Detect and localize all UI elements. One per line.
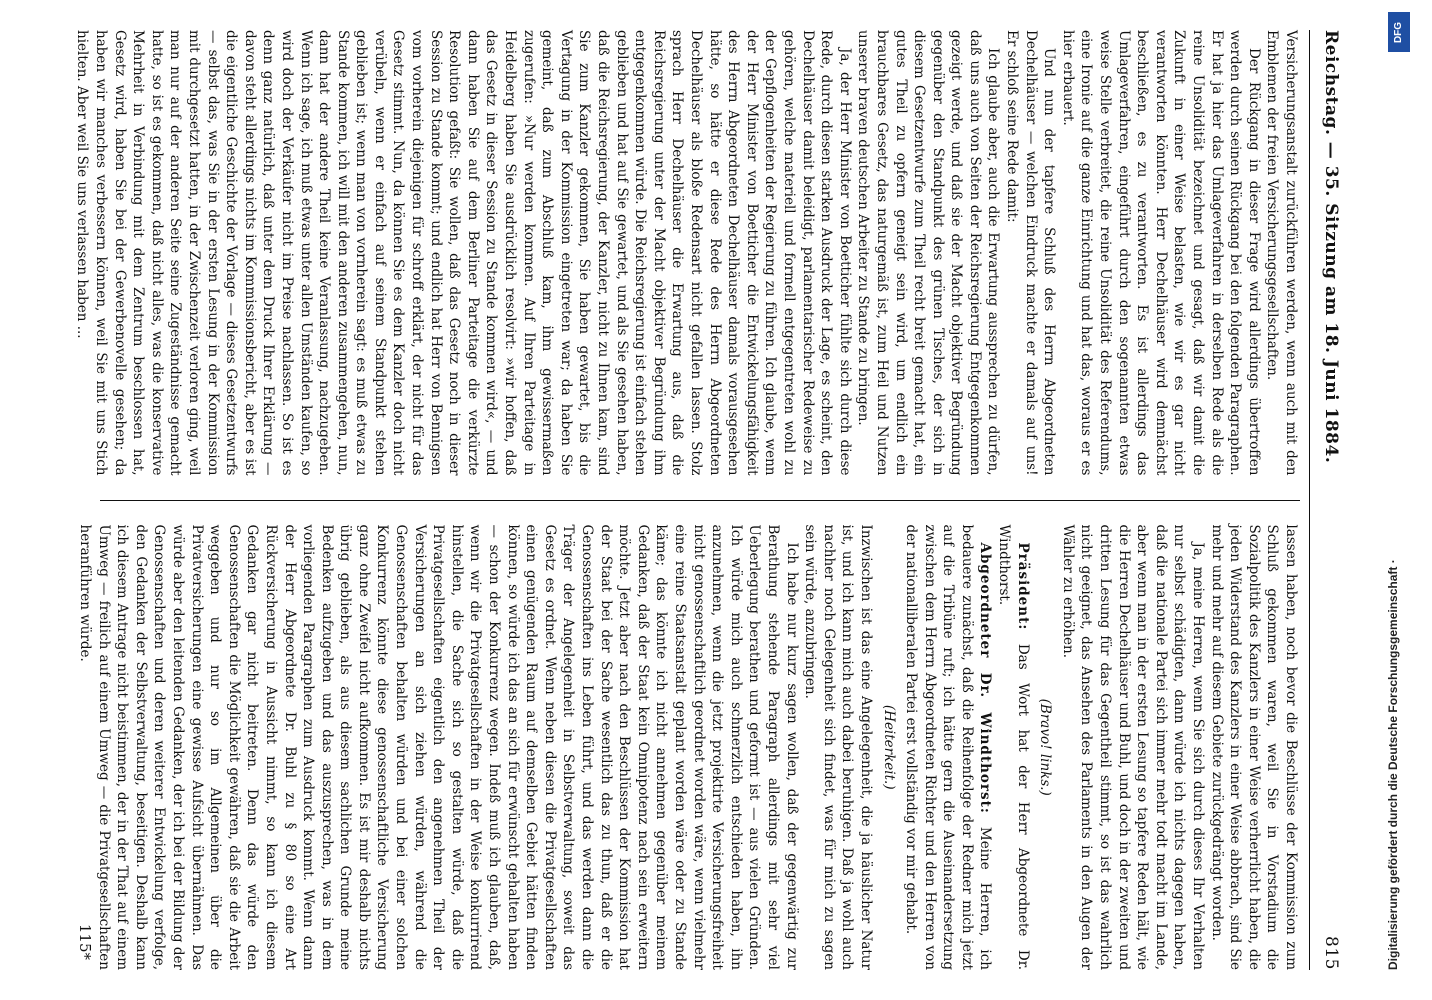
- speech-paragraph: [995, 525, 1032, 971]
- dfg-logo-text: DFG: [1393, 21, 1405, 43]
- column-divider: [100, 500, 1300, 501]
- speaker-name: Abgeordneter Dr. Windthorst:: [977, 542, 994, 814]
- speech-text: Das Wort hat der Herr Abgeordnete Dr. Windthorst.: [996, 524, 1031, 970]
- body-paragraph: lassen haben, noch bevor die Beschlüsse der Kommission zum Schluß gekommen waren, weil Sie in Vorstadium die Sozialpolitik des Kanzlers in einer Weise verherrlicht haben, die jeden Widerstand des Kanzlers in einer Weise abbrach, sind Sie mehr und mehr auf diesem Gebiete zurückgedrängt worden.: [1208, 524, 1299, 970]
- left-column: [74, 30, 1300, 476]
- signature-mark: 115*: [76, 923, 94, 960]
- digitization-credit: Digitalisierung gefördert durch die Deutsche Forschungsgemeinschaft ·: [1386, 559, 1400, 970]
- body-paragraph: Ich glaube aber, auch die Erwartung aussprechen zu dürfen, daß uns auch von Seiten der Reichsregierung Entgegenkommen gezeigt werde, und daß sie der Macht objektiver Begründung gegenüber den Standpunkt des grünen Tisches, der sich in diesem Gesetzentwurfe zum Theil recht breit gemacht hat, ein gutes Theil zu opfern geneigt sein wird, um endlich ein brauchbares Gesetz, das naturgemäß ist, zum Heil und Nutzen unserer braven deutschen Arbeiter zu Stande zu bringen.: [855, 30, 1002, 476]
- digitization-sidebar: [1366, 0, 1432, 1000]
- body-paragraph: Inzwischen ist das eine Angelegenheit, die ja häuslicher Natur ist, und ich kann mich auch dabei beruhigen. Daß ja wohl auch nachher noch Gelegenheit sich findet, was für mich zu sagen sein würde, anzubringen.: [802, 524, 874, 970]
- page-number: 815: [1321, 936, 1341, 970]
- body-paragraph: Ja, der Herr Minister von Boetticher fühlte sich durch diese Rede, durch diesen starken Ausdruck der Lage, es scheint, den Dechelhäuser damit beleidigt, parlamentarischer Redeweise zu gehören, welche materiell und formell entgegentreten wohl zu der Gepflogenheiten der Regierung zu führen. Ich glaube, wenn der Herr Minister von Boetticher die Entwickelungsfähigkeit des Herrn Abgeordneten Dechelhäuser damals vorausgesehen hätte, so hätte er diese Rede des Herrn Abgeordneten Dechelhäuser als bloße Redensart nicht gefallen lassen. Stolz sprach Herr Dechelhäuser die Erwartung aus, daß die Reichsregierung unter der Macht objektiver Begründung ihm entgegenkommen würde. Die Reichsregierung ist einfach stehen geblieben und hat auf Sie gewartet, und als Sie gesehen haben, daß die Reichsregierung, der Kanzler, nicht zu Ihnen kam, sind Sie zum Kanzler gekommen, Sie haben gewartet, bis die Vertagung in der Kommission eingetreten war; da haben Sie gemeint, daß zum Abschluß kam, ihm gewissermaßen zugerufen: »Nur werden kommen. Auf Ihren Parteitage in Heidelberg haben Sie ausdrücklich resolvirt: »wir hoffen, daß das Gesetz in dieser Session zu Stande kommen wird«, — und dann haben Sie auf dem Berliner Parteitage die verkürzte Resolution gefaßt: Sie wollen, daß das Gesetz noch in dieser Session zu Stande kommt; und endlich hat Herr von Bennigsen vom vorherein diejenigen für schroff erklärt, der nicht für das Gesetz stimmt. Nun, da können Sie es dem Kanzler doch nicht verübeln, wenn er einfach auf seinem Standpunkt stehen geblieben ist; wenn man von vornherein sagt: es muß etwas zu Stande kommen, ich will mit den anderen zusammengehen, nun, dann hat der andere Theil keine Veranlassung, nachzugeben. Wenn ich sage, ich muß etwas unter allen Umständen kaufen, so wird doch der Verkäufer nicht im Preise nachlassen. So ist es denn ganz natürlich, daß unter dem Druck Ihrer Erklärung — davon steht allerdings nichts im Kommissionsbericht, aber es ist die eigentliche Geschichte der Vorlage — dieses Gesetzentwurfs — selbst das, was Sie in der ersten Lesung in der Kommission mit durchgesetzt hatten, in der Zwischenzeit verloren ging, weil man nur auf der anderen Seite seine Zugeständnisse gemacht hatte, so ist es gekommen, daß nicht alles, was die konservative Mehrheit in Verbindung mit dem Zentrum beschlossen hat, Gesetz wird, haben Sie bei der Gewerbenovelle gesehen; da haben wir manches verbessern können, weil Sie mit uns Stich hielten. Aber weil Sie uns verlassen haben ...: [74, 30, 853, 476]
- speaker-name: Präsident:: [1014, 542, 1031, 631]
- body-paragraph: Ja, meine Herren, wenn Sie sich durch dieses Ihr Verhalten nur selbst schädigten, dann würde ich nichts dagegen haben, daß die nationale Partei sich immer mehr todt macht im Lande, aber wenn man in der ersten Lesung so tapfere Reden hält, wie die Herren Dechelhäuser und Buhl, und doch in der zweiten und dritten Lesung für das Gegentheil stimmt, so ist das wahrlich nicht geeignet, das Ansehen des Parlaments in den Augen der Wähler zu erhöhen.: [1059, 524, 1207, 970]
- speech-paragraph: [902, 525, 995, 971]
- header-rule: [1309, 30, 1310, 970]
- stage-direction: (Heiterkeit.): [880, 704, 897, 790]
- body-paragraph: Ich habe nur kurz sagen wollen, daß der gegenwärtig zur Berathung stehende Paragraph allerdings mit sehr viel Ueberlegung berathen und geformt ist — aus vielen Gründen. Ich würde mich auch schmerzlich entschieden haben, ihn anzunehmen, wenn die jetzt projektirte Versicherungsfreiheit nicht genossenschaftlich geordnet worden wäre, wenn vielmehr eine reine Staatsanstalt geplant worden wäre oder zu Stande käme; das könnte ich nicht annehmen gegenüber meinem Gedanken, daß der Staat kein Omnipotenz nach sein erweitern möchte. Jetzt aber nach den Beschlüssen der Kommission hat der Staat bei der Sache wesentlich das zu thun, daß er die Genossenschaften ins Leben führt, und das werden dann die Träger der Angelegenheit in Selbstverwaltung, soweit das Gesetz es ordnet. Wenn neben diesen die Privatgesellschaften einen genügenden Raum auf demselben Gebiet hätten finden können, so würde ich das an sich für erwünscht gehalten haben — schon der Konkurrenz wegen. Indeß muß ich glauben, daß, wenn wir die Privatgesellschaften in der Weise konkurrirend hinstellen, die Sache sich so gestalten würde, daß die Privatgesellschaften eigentlich den angenehmen Theil der Versicherungen an sich ziehen würden, während die Genossenschaften behalten würden und bei einer solchen Konkurrenz könnte diese genossenschaftliche Versicherung ganz ohne Zweifel nicht aufkommen. Es ist mir deshalb nichts übrig geblieben, als aus diesem sachlichen Grunde meine Bedenken aufzugeben und das auszusprechen, was in dem vorliegenden Paragraphen zum Ausdruck kommt. Wenn dann der Herr Abgeordnete Dr. Buhl zu § 80 so eine Art Rückversicherung in Aussicht nimmt, so kann ich diesem Gedanken gar nicht beitreten. Denn das würde den Genossenschaften die Möglichkeit gewähren, daß sie die Arbeit weggeben und nur so im Allgemeinen über die Privatversicherungen eine gewisse Aufsicht übernähmen. Das würde aber den leitenden Gedanken, der ich bei der Bildung der Genossenschaften und deren weiterer Entwickelung verfolge, den Gedanken der Selbstverwaltung, beseitigen. Deshalb kann ich diesem Antrage nicht beistimmen, der in der That auf einem Umweg — freilich auf einem Umweg — die Privatgesellschaften heranführen würde.: [77, 524, 800, 970]
- dfg-logo: [1388, 12, 1410, 52]
- page-header: [1314, 30, 1348, 970]
- body-paragraph: Und nun der tapfere Schluß des Herrn Abgeordneten Dechelhäuser — welchen Eindruck machte er damals auf uns! Er schloß seine Rede damit:: [1004, 30, 1058, 476]
- running-head: Reichstag. — 35. Sitzung am 18. Juni 1884.: [1321, 30, 1341, 464]
- stage-direction: (Bravo! links.): [1037, 698, 1054, 796]
- body-paragraph: Versicherungsanstalt zurückführen werden, wenn auch mit den Emblemen der freien Versicherungsgesellschaften.: [1264, 30, 1299, 476]
- rotated-page-content: [66, 0, 1356, 1000]
- body-paragraph: Der Rückgang in dieser Frage wird allerdings übertroffen werden durch seinen Rückgang bei den folgenden Paragraphen. Er hat ja hier das Umlageverfahren in derselben Rede als die reine Unsolidität bezeichnet und gesagt, daß wir damit die Zukunft in einer Weise belasten, wie wir es gar nicht verantworten könnten. Herr Dechelhäuser wird demnächst beschließen, es zu verantworten. Es ist allerdings das Umlageverfahren, eingeführt durch den sogenannten etwas weise Stelle verbreitet, die reine Unsolidität des Referendums, eine Ironie auf die ganze Einrichtung und hat das, woraus er es hier erbauert.: [1059, 30, 1262, 476]
- speech-text: Meine Herren, ich bedauere zunächst, daß die Reihenfolge der Redner mich jetzt auf die Tribüne ruft; ich hätte gern die Auseinandersetzung zwischen dem Herrn Abgeordneten Richter und den Herren von der nationalliberalen Partei erst vollständig vor mir gehabt.: [903, 524, 994, 970]
